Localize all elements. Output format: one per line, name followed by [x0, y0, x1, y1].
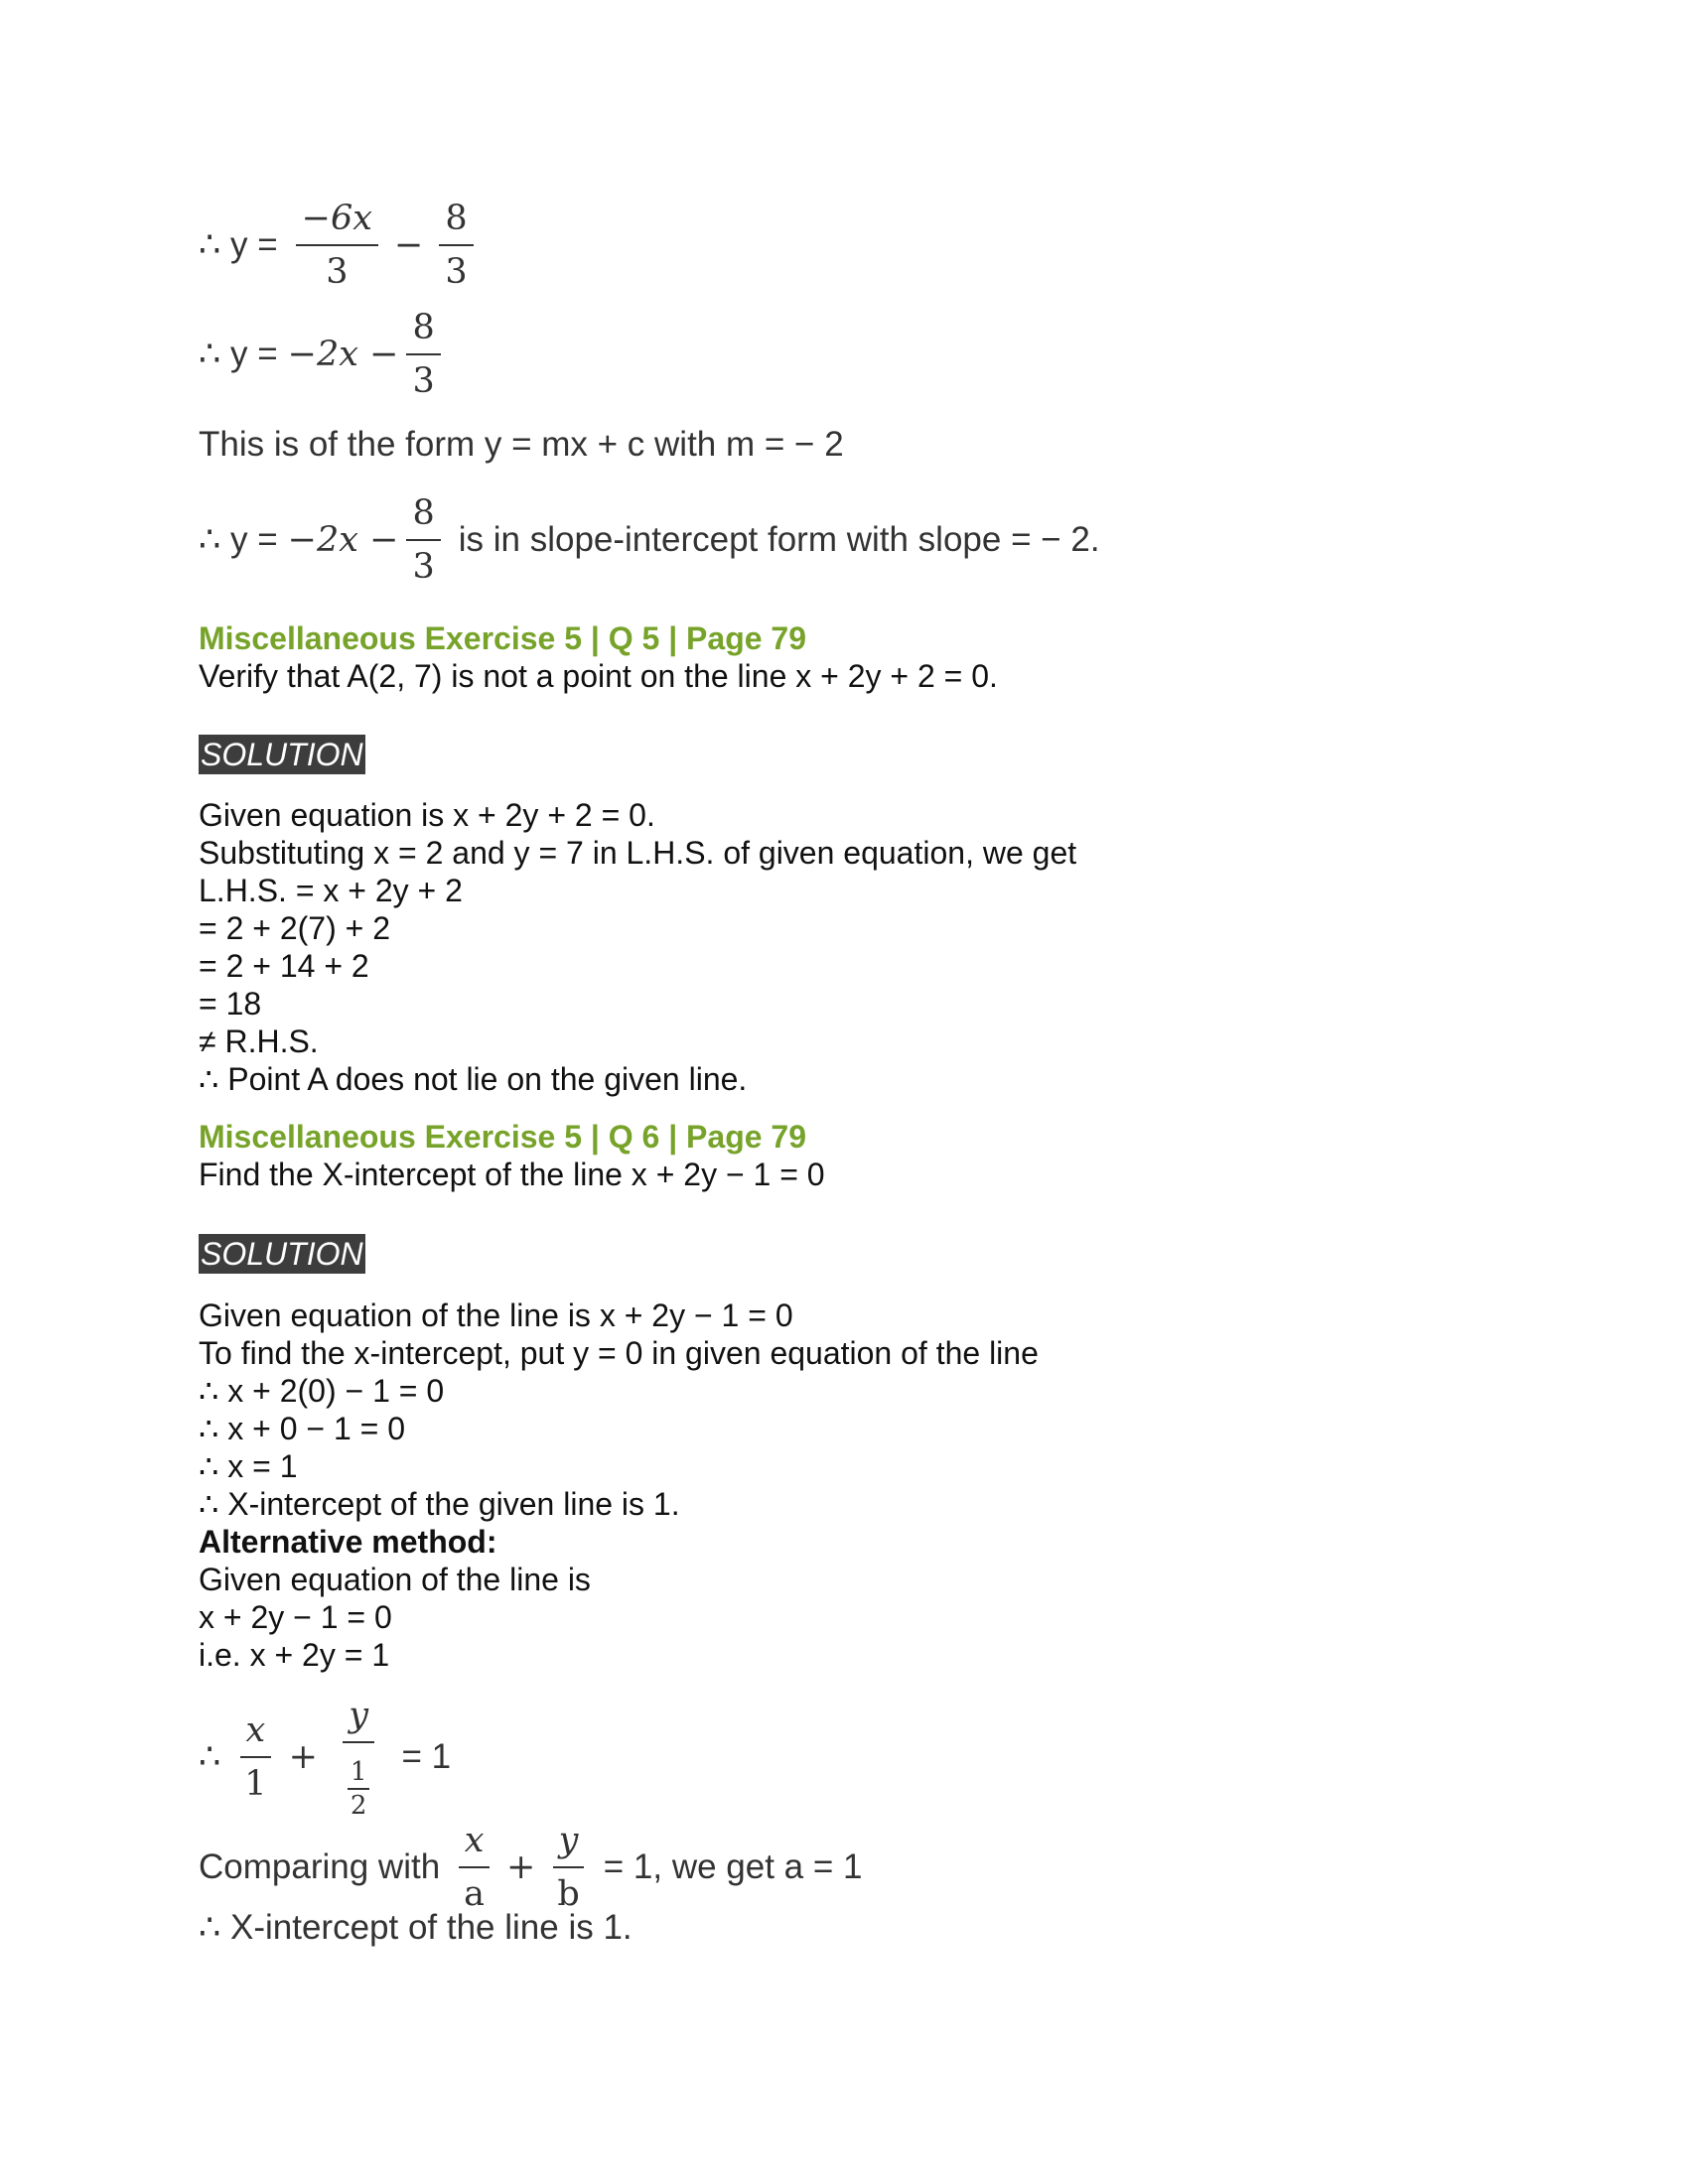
intercept-form-equation [199, 1694, 451, 1820]
nested-fraction [348, 1758, 370, 1820]
comparison-suffix: = 1, we get a = 1 [603, 1847, 863, 1886]
equation-prefix: ∴ y = [199, 335, 278, 373]
fraction [551, 1819, 585, 1916]
fraction-denominator: 2 [350, 1791, 367, 1821]
q5-solution-line: Given equation is x + 2y + 2 = 0. [199, 797, 655, 833]
fraction-denominator: 3 [412, 361, 435, 401]
fraction-denominator: b [557, 1874, 580, 1914]
q5-solution-line: = 18 [199, 986, 262, 1022]
equation-suffix: = 1 [401, 1736, 452, 1776]
q5-solution-line: L.H.S. = x + 2y + 2 [199, 873, 463, 908]
q6-solution-label: SOLUTION [201, 1236, 363, 1272]
equation-expression: −2x − [287, 335, 399, 374]
alternative-method-heading: Alternative method: [199, 1524, 497, 1560]
q5-solution-line: ∴ Point A does not lie on the given line. [199, 1061, 748, 1097]
equation-prefix: ∴ y = [199, 225, 278, 264]
equation-prefix: ∴ [199, 1736, 221, 1776]
fraction-denominator: a [464, 1874, 486, 1914]
q6-solution-line: ∴ X-intercept of the given line is 1. [199, 1486, 680, 1522]
fraction [406, 491, 440, 589]
comparison-prefix: Comparing with [199, 1847, 441, 1886]
equation-suffix: is in slope-intercept form with slope = − 2. [458, 520, 1100, 559]
fraction-denominator: 3 [445, 252, 468, 292]
conclusion [199, 1908, 633, 1948]
fraction-numerator: 8 [406, 306, 440, 355]
equation-slope-intercept [199, 491, 1100, 589]
plus-sign: + [288, 1736, 318, 1777]
plus-sign: + [506, 1847, 536, 1887]
q6-heading: Miscellaneous Exercise 5 | Q 6 | Page 79 [199, 1119, 807, 1155]
comparison-equation [199, 1819, 863, 1916]
q6-solution-line: To find the x-intercept, put y = 0 in given equation of the line [199, 1335, 1039, 1371]
fraction [334, 1694, 384, 1820]
fraction [238, 1708, 272, 1806]
conclusion-text: ∴ X-intercept of the line is 1. [199, 1908, 633, 1947]
fraction-numerator: y [343, 1694, 374, 1743]
fraction-numerator: x [459, 1819, 491, 1868]
fraction-numerator: −6x [296, 197, 378, 246]
fraction-denominator: 1 [244, 1763, 267, 1804]
q6-solution-line: ∴ x = 1 [199, 1448, 298, 1484]
fraction [406, 306, 440, 403]
fraction-numerator: y [553, 1819, 585, 1868]
alt-line: x + 2y − 1 = 0 [199, 1599, 392, 1635]
q5-solution-line: = 2 + 2(7) + 2 [199, 910, 391, 946]
fraction [439, 197, 473, 294]
fraction [458, 1819, 491, 1916]
alt-line: i.e. x + 2y = 1 [199, 1637, 390, 1673]
fraction-denominator: 3 [326, 252, 349, 292]
fraction [296, 197, 378, 294]
q5-solution-label: SOLUTION [201, 737, 363, 772]
q5-solution-line: ≠ R.H.S. [199, 1024, 319, 1059]
equation-y-fraction [199, 197, 482, 294]
form-text: This is of the form y = mx + c with m = − 2 [199, 425, 844, 464]
q6-question: Find the X-intercept of the line x + 2y − 1 = 0 [199, 1157, 825, 1192]
alt-line: Given equation of the line is [199, 1562, 591, 1597]
equation-expression: −2x − [287, 520, 399, 560]
q6-solution-line: ∴ x + 0 − 1 = 0 [199, 1411, 406, 1446]
equation-y-simplified [199, 306, 449, 403]
q6-solution-line: ∴ x + 2(0) − 1 = 0 [199, 1373, 445, 1409]
q6-solution-line: Given equation of the line is x + 2y − 1 = 0 [199, 1297, 793, 1333]
q5-question: Verify that A(2, 7) is not a point on the line x + 2y + 2 = 0. [199, 658, 998, 694]
fraction-numerator: 8 [406, 491, 440, 541]
equation-prefix: ∴ y = [199, 520, 278, 559]
q5-solution-line: Substituting x = 2 and y = 7 in L.H.S. of given equation, we get [199, 835, 1077, 871]
q5-solution-line: = 2 + 14 + 2 [199, 948, 369, 984]
q5-heading: Miscellaneous Exercise 5 | Q 5 | Page 79 [199, 620, 807, 656]
fraction-numerator: 1 [348, 1758, 370, 1790]
fraction-numerator: 8 [439, 197, 473, 246]
fraction-denominator: 3 [412, 547, 435, 587]
fraction-denominator [334, 1743, 384, 1820]
form-statement [199, 425, 844, 465]
fraction-numerator: x [240, 1708, 272, 1758]
minus-sign: − [394, 225, 424, 265]
